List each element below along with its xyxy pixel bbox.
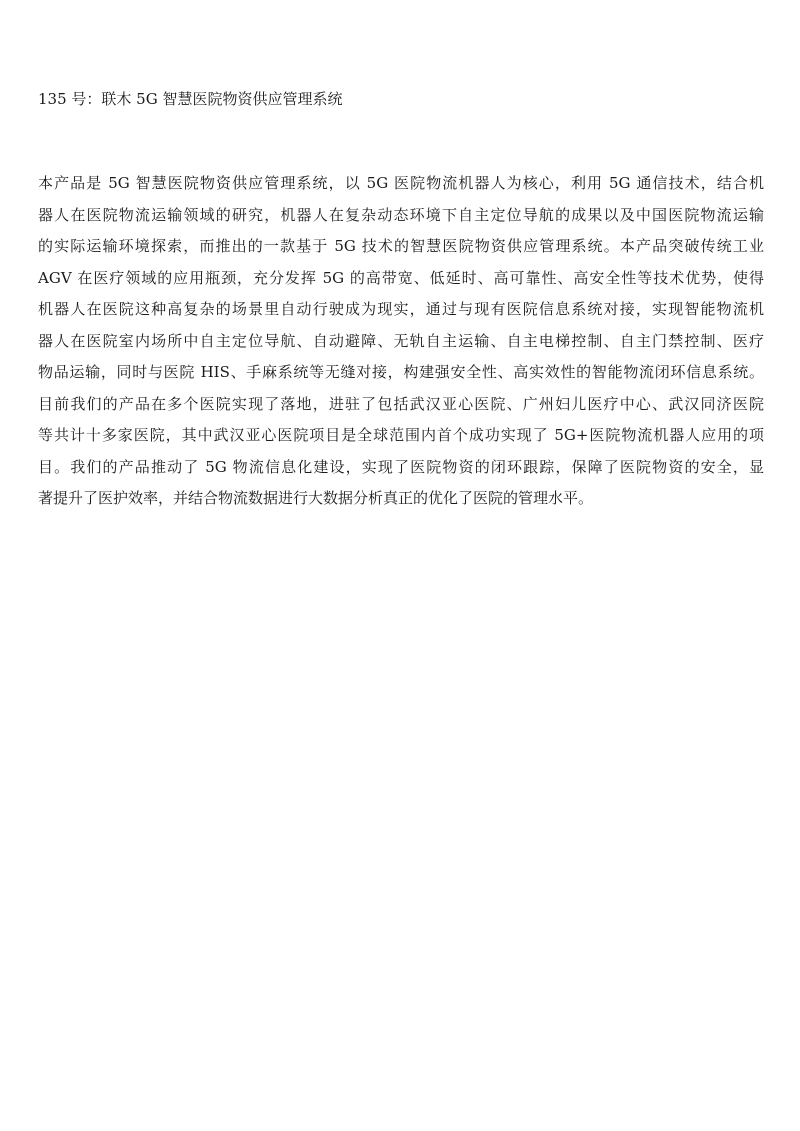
paragraph-line: 本产品是 5G 智慧医院物资供应管理系统，以 5G 医院物流机器人为核心，利用 5G 通信技术，结合机 bbox=[38, 174, 764, 192]
paragraph-line: 的实际运输环境探索，而推出的一款基于 5G 技术的智慧医院物资供应管理系统。本产品突破传统工业 bbox=[38, 237, 764, 255]
body-paragraph bbox=[38, 168, 764, 515]
paragraph-line: 机器人在医院这种高复杂的场景里自动行驶成为现实，通过与现有医院信息系统对接，实现智能物流机 bbox=[38, 300, 764, 318]
paragraph-line: AGV 在医疗领域的应用瓶颈，充分发挥 5G 的高带宽、低延时、高可靠性、高安全性等技术优势，使得 bbox=[38, 268, 764, 287]
paragraph-line: 著提升了医护效率，并结合物流数据进行大数据分析真正的优化了医院的管理水平。 bbox=[38, 489, 594, 507]
paragraph-line: 目。我们的产品推动了 5G 物流信息化建设，实现了医院物资的闭环跟踪，保障了医院物资的安全，显 bbox=[38, 457, 764, 476]
paragraph-line: 目前我们的产品在多个医院实现了落地，进驻了包括武汉亚心医院、广州妇儿医疗中心、武汉同济医院 bbox=[38, 394, 764, 413]
document-title: 135 号：联木 5G 智慧医院物资供应管理系统 bbox=[38, 90, 343, 108]
paragraph-line: 物品运输，同时与医院 HIS、手麻系统等无缝对接，构建强安全性、高实效性的智能物流闭环信息系统。 bbox=[38, 363, 764, 381]
paragraph-line: 器人在医院物流运输领域的研究，机器人在复杂动态环境下自主定位导航的成果以及中国医院物流运输 bbox=[38, 205, 764, 224]
paragraph-line: 器人在医院室内场所中自主定位导航、自动避障、无轨自主运输、自主电梯控制、自主门禁控制、医疗 bbox=[38, 331, 764, 350]
paragraph-line: 等共计十多家医院，其中武汉亚心医院项目是全球范围内首个成功实现了 5G+医院物流机器人应用的项 bbox=[38, 426, 764, 444]
